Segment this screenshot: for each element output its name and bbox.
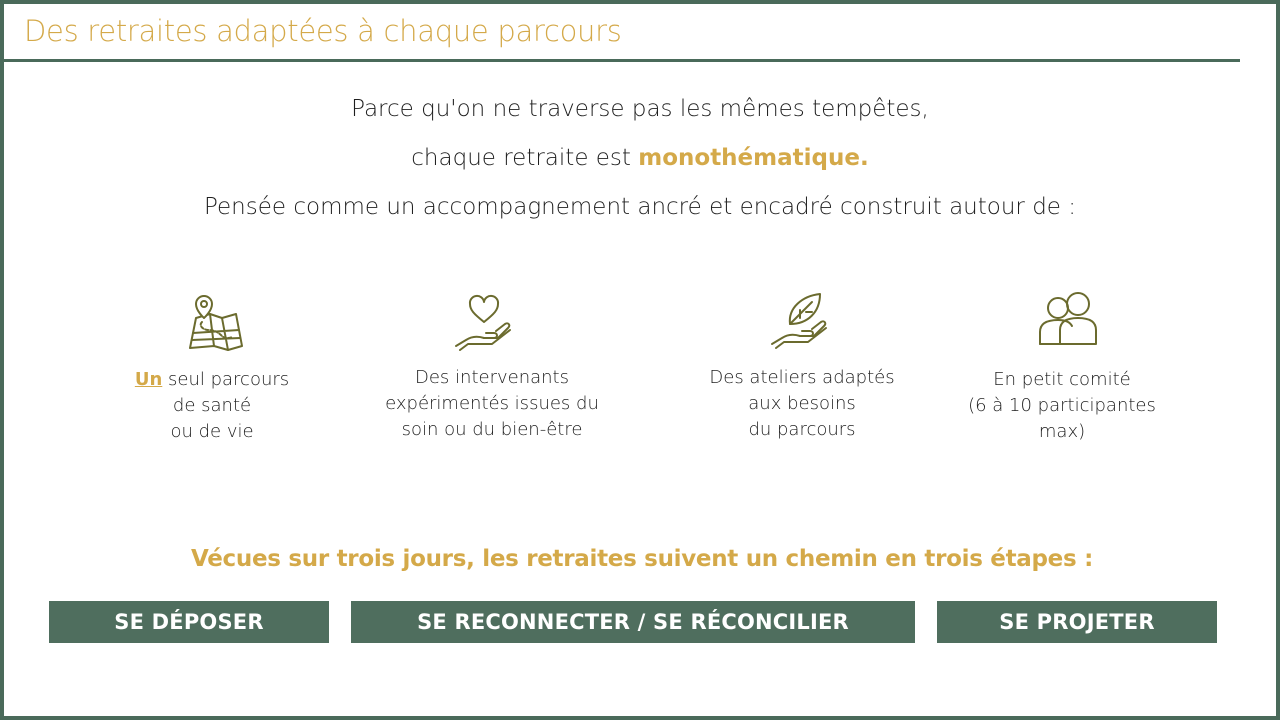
feature-4 [944,367,1180,445]
people-icon [1036,288,1100,352]
feature-2-line-1: Des intervenants [415,367,569,388]
step-se-reconnecter: SE RECONNECTER / SE RÉCONCILIER [351,601,915,643]
feature-3 [690,365,914,443]
feature-4-line-1: En petit comité [993,369,1131,390]
page-title: Des retraites adaptées à chaque parcours [24,14,622,48]
feature-3-line-3: du parcours [748,419,856,440]
feature-1 [110,367,314,445]
heart-hand-icon [452,292,516,356]
feature-2-line-3: soin ou du bien-être [401,419,583,440]
intro-line-1: Parce qu'on ne traverse pas les mêmes tempêtes, [351,96,929,122]
feature-1-line-2: de santé [172,395,252,416]
intro-line-2-text: chaque retraite est [411,145,639,171]
title-divider [4,59,1240,62]
feature-4-line-2: (6 à 10 participantes [968,395,1156,416]
feature-1-line-1 [110,367,314,393]
leaf-hand-icon [768,290,832,354]
feature-1-text: seul parcours [162,369,290,390]
steps-heading: Vécues sur trois jours, les retraites suivent un chemin en trois étapes : [191,546,1093,572]
feature-2-line-2: expérimentés issues du [385,393,599,414]
feature-2 [364,365,620,443]
feature-3-line-2: aux besoins [748,393,856,414]
feature-4-line-3: max) [1038,421,1086,442]
map-pin-icon [184,292,248,356]
step-se-projeter: SE PROJETER [937,601,1217,643]
feature-3-line-1: Des ateliers adaptés [709,367,895,388]
feature-1-line-3: ou de vie [170,421,254,442]
intro-highlight: monothématique. [638,145,869,171]
step-se-deposer: SE DÉPOSER [49,601,329,643]
intro-line-2 [0,145,1280,171]
intro-line-3: Pensée comme un accompagnement ancré et encadré construit autour de : [203,194,1077,220]
feature-1-accent: Un [134,369,163,390]
